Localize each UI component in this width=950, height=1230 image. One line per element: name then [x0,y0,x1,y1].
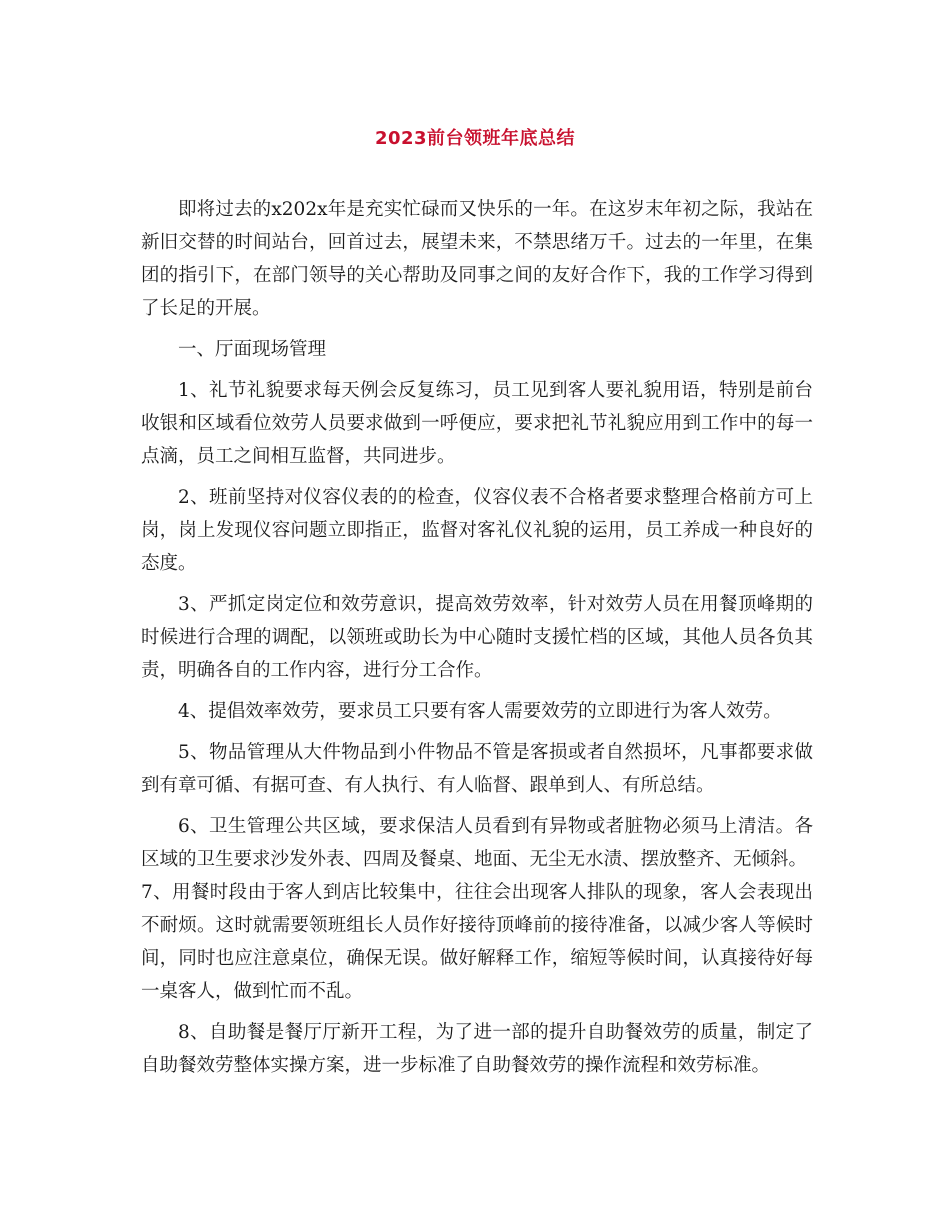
list-item: 3、严抓定岗定位和效劳意识，提高效劳效率，针对效劳人员在用餐顶峰期的时候进行合理的调配，以领班或助长为中心随时支援忙档的区域，其他人员各负其责，明确各自的工作内容，进行分工合作。 [141,594,813,681]
list-item: 1、礼节礼貌要求每天例会反复练习，员工见到客人要礼貌用语，特别是前台收银和区域看位效劳人员要求做到一呼便应，要求把礼节礼貌应用到工作中的每一点滴，员工之间相互监督，共同进步。 [141,380,813,467]
document-body [141,193,813,1090]
section-heading: 一、厅面现场管理 [178,339,327,360]
list-item: 5、物品管理从大件物品到小件物品不管是客损或者自然损坏，凡事都要求做到有章可循、有据可查、有人执行、有人临督、跟单到人、有所总结。 [141,742,813,796]
list-item: 8、自助餐是餐厅厅新开工程，为了进一部的提升自助餐效劳的质量，制定了自助餐效劳整体实操方案，进一步标准了自助餐效劳的操作流程和效劳标准。 [141,1022,813,1076]
list-item: 6、卫生管理公共区域，要求保洁人员看到有异物或者脏物必须马上清洁。各区域的卫生要求沙发外表、四周及餐桌、地面、无尘无水渍、摆放整齐、无倾斜。 [141,816,813,870]
list-item: 7、用餐时段由于客人到店比较集中，往往会出现客人排队的现象，客人会表现出不耐烦。这时就需要领班组长人员作好接待顶峰前的接待准备，以减少客人等候时间，同时也应注意桌位，确保无误。做好解释工作，缩短等候时间，认真接待好每一桌客人，做到忙而不乱。 [141,882,813,1002]
document-title: 2023前台领班年底总结 [374,128,576,149]
list-item: 4、提倡效率效劳，要求员工只要有客人需要效劳的立即进行为客人效劳。 [178,701,782,722]
intro-paragraph: 即将过去的x202x年是充实忙碌而又快乐的一年。在这岁末年初之际，我站在新旧交替的时间站台，回首过去，展望未来，不禁思绪万千。过去的一年里，在集团的指引下，在部门领导的关心帮助及同事之间的友好合作下，我的工作学习得到了长足的开展。 [141,199,813,319]
list-item: 2、班前坚持对仪容仪表的的检查，仪容仪表不合格者要求整理合格前方可上岗，岗上发现仪容问题立即指正，监督对客礼仪礼貌的运用，员工养成一种良好的态度。 [141,487,813,574]
